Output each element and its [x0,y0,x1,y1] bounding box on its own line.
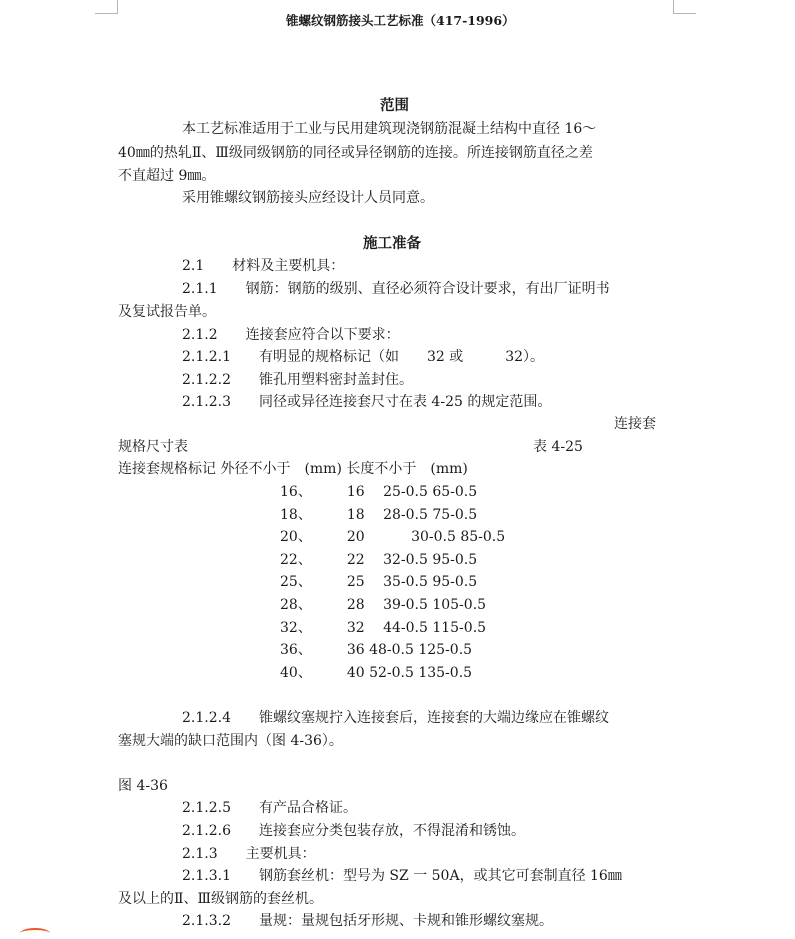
scope-paragraph-line: 本工艺标准适用于工业与民用建筑现浇钢筋混凝土结构中直径 16～ [182,121,597,137]
clause-2-1-1: 2.1.1 钢筋：钢筋的级别、直径必须符合设计要求，有出厂证明书 [182,281,610,297]
clause-2-1-2: 2.1.2 连接套应符合以下要求： [182,327,400,343]
clause-2-1-2-4-cont: 塞规大端的缺口范围内（图 4-36）。 [118,733,343,749]
clause-2-1-1-cont: 及复试报告单。 [118,304,216,320]
table-row: 16、 16 25-0.5 65-0.5 [280,484,478,500]
section-heading-prep: 施工准备 [363,235,421,252]
table-row: 40、 40 52-0.5 135-0.5 [280,665,473,681]
page-edge-mark [20,928,50,939]
scope-paragraph-2: 采用锥螺纹钢筋接头应经设计人员同意。 [182,190,434,206]
clause-2-1-2-6: 2.1.2.6 连接套应分类包装存放，不得混淆和锈蚀。 [182,823,525,839]
figure-label: 图 4-36 [118,778,168,794]
crop-mark-top-left-horizontal [95,13,118,14]
table-number: 表 4-25 [533,439,583,455]
table-row: 20、 20 30-0.5 85-0.5 [280,529,506,545]
section-heading-scope: 范围 [380,97,409,114]
table-row: 28、 28 39-0.5 105-0.5 [280,597,487,613]
table-row: 22、 22 32-0.5 95-0.5 [280,552,478,568]
table-row: 25、 25 35-0.5 95-0.5 [280,574,478,590]
crop-mark-top-right-vertical [673,0,674,14]
crop-mark-top-right-horizontal [673,13,696,14]
clause-2-1-3-2: 2.1.3.2 量规：量规包括牙形规、卡规和锥形螺纹塞规。 [182,913,553,929]
table-row: 36、 36 48-0.5 125-0.5 [280,642,473,658]
clause-2-1: 2.1 材料及主要机具： [182,258,345,274]
scope-paragraph-line: 不直超过 9㎜。 [118,168,216,184]
crop-mark-top-left-vertical [117,0,118,14]
clause-2-1-2-5: 2.1.2.5 有产品合格证。 [182,800,357,816]
table-row: 32、 32 44-0.5 115-0.5 [280,620,487,636]
clause-2-1-3-1: 2.1.3.1 钢筋套丝机：型号为 SZ 一 50A，或其它可套制直径 16㎜ [182,868,622,884]
clause-2-1-2-4: 2.1.2.4 锥螺纹塞规拧入连接套后，连接套的大端边缘应在锥螺纹 [182,710,609,726]
document-title: 锥螺纹钢筋接头工艺标准（417-1996） [286,13,515,28]
table-header: 连接套规格标记 外径不小于 (mm) 长度不小于 (mm) [118,461,468,477]
clause-2-1-3: 2.1.3 主要机具： [182,846,316,862]
scope-paragraph-line: 40㎜的热轧Ⅱ、Ⅲ级同级钢筋的同径或异径钢筋的连接。所连接钢筋直径之差 [118,145,593,161]
clause-2-1-2-2: 2.1.2.2 锥孔用塑料密封盖封住。 [182,372,413,388]
table-caption-part-2: 规格尺寸表 [118,439,188,455]
clause-2-1-3-1-cont: 及以上的Ⅱ、Ⅲ级钢筋的套丝机。 [118,891,324,907]
clause-2-1-2-1: 2.1.2.1 有明显的规格标记（如 32 或 32）。 [182,349,545,365]
clause-2-1-2-3: 2.1.2.3 同径或异径连接套尺寸在表 4-25 的规定范围。 [182,394,552,410]
table-caption-part-1: 连接套 [614,416,656,432]
table-row: 18、 18 28-0.5 75-0.5 [280,507,478,523]
